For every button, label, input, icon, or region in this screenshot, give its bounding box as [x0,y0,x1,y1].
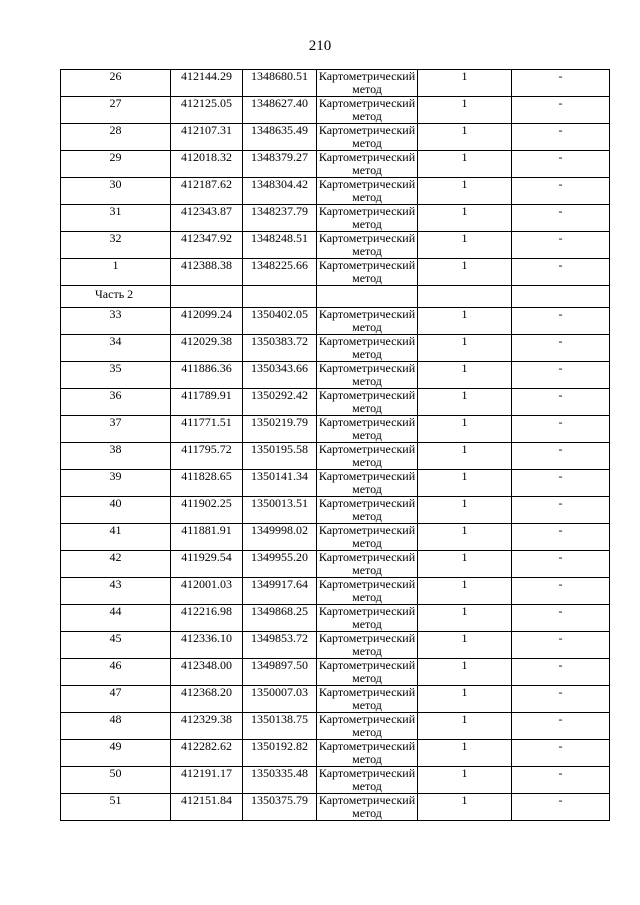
y-coordinate-cell: 1350343.66 [243,362,317,389]
point-number-cell: 38 [61,443,171,470]
y-coordinate-cell: 1350375.79 [243,794,317,821]
point-number-cell: 42 [61,551,171,578]
y-coordinate-cell: 1348237.79 [243,205,317,232]
description-cell: - [512,470,610,497]
table-row [61,97,610,124]
table-row [61,416,610,443]
y-coordinate-cell: 1350195.58 [243,443,317,470]
point-number-cell: 27 [61,97,171,124]
method-cell: Картометрический метод [317,794,418,821]
y-coordinate-cell: 1350383.72 [243,335,317,362]
description-cell: - [512,443,610,470]
point-number-cell: 1 [61,259,171,286]
method-cell: Картометрический метод [317,205,418,232]
description-cell: - [512,205,610,232]
point-number-cell: 33 [61,308,171,335]
accuracy-cell: 1 [418,335,512,362]
method-cell: Картометрический метод [317,308,418,335]
method-cell: Картометрический метод [317,389,418,416]
y-coordinate-cell: 1348225.66 [243,259,317,286]
method-cell: Картометрический метод [317,335,418,362]
method-cell: Картометрический метод [317,232,418,259]
method-cell: Картометрический метод [317,497,418,524]
method-cell: Картометрический метод [317,443,418,470]
table-row [61,362,610,389]
accuracy-cell: 1 [418,740,512,767]
table-row [61,686,610,713]
accuracy-cell: 1 [418,151,512,178]
method-cell: Картометрический метод [317,470,418,497]
method-cell: Картометрический метод [317,178,418,205]
table-row [61,524,610,551]
description-cell: - [512,497,610,524]
accuracy-cell: 1 [418,389,512,416]
accuracy-cell: 1 [418,443,512,470]
x-coordinate-cell: 411795.72 [171,443,243,470]
y-coordinate-cell: 1349897.50 [243,659,317,686]
table-row [61,70,610,97]
accuracy-cell: 1 [418,205,512,232]
point-number-cell: 43 [61,578,171,605]
method-cell: Картометрический метод [317,524,418,551]
y-coordinate-cell: 1350192.82 [243,740,317,767]
y-coordinate-cell: 1350402.05 [243,308,317,335]
accuracy-cell: 1 [418,259,512,286]
point-number-cell: 35 [61,362,171,389]
y-coordinate-cell: 1348304.42 [243,178,317,205]
description-cell: - [512,767,610,794]
point-number-cell: 49 [61,740,171,767]
x-coordinate-cell: 412144.29 [171,70,243,97]
description-cell: - [512,740,610,767]
x-coordinate-cell: 411828.65 [171,470,243,497]
y-coordinate-cell: 1350335.48 [243,767,317,794]
description-cell: - [512,686,610,713]
table-row [61,713,610,740]
method-cell: Картометрический метод [317,659,418,686]
description-cell: - [512,605,610,632]
table-row [61,497,610,524]
point-number-cell: 37 [61,416,171,443]
x-coordinate-cell: 412216.98 [171,605,243,632]
method-cell: Картометрический метод [317,97,418,124]
x-coordinate-cell: 411886.36 [171,362,243,389]
point-number-cell: 32 [61,232,171,259]
description-cell: - [512,308,610,335]
point-number-cell: 45 [61,632,171,659]
point-number-cell: 30 [61,178,171,205]
accuracy-cell: 1 [418,524,512,551]
description-cell: - [512,97,610,124]
y-coordinate-cell: 1350013.51 [243,497,317,524]
accuracy-cell: 1 [418,605,512,632]
y-coordinate-cell: 1350141.34 [243,470,317,497]
description-cell: - [512,524,610,551]
point-number-cell: 34 [61,335,171,362]
point-number-cell: 44 [61,605,171,632]
x-coordinate-cell: 412329.38 [171,713,243,740]
accuracy-cell: 1 [418,416,512,443]
y-coordinate-cell: 1349955.20 [243,551,317,578]
x-coordinate-cell: 412282.62 [171,740,243,767]
y-coordinate-cell: 1349853.72 [243,632,317,659]
x-coordinate-cell: 411789.91 [171,389,243,416]
description-cell: - [512,389,610,416]
x-coordinate-cell: 412151.84 [171,794,243,821]
method-cell: Картометрический метод [317,124,418,151]
x-coordinate-cell: 412029.38 [171,335,243,362]
description-cell: - [512,416,610,443]
accuracy-cell: 1 [418,497,512,524]
table-row [61,443,610,470]
x-coordinate-cell: 412099.24 [171,308,243,335]
accuracy-cell: 1 [418,232,512,259]
point-number-cell: 36 [61,389,171,416]
point-number-cell: 48 [61,713,171,740]
method-cell: Картометрический метод [317,713,418,740]
table-row [61,178,610,205]
x-coordinate-cell: 412368.20 [171,686,243,713]
method-cell: Картометрический метод [317,259,418,286]
x-coordinate-cell: 412107.31 [171,124,243,151]
table-row [61,740,610,767]
y-coordinate-cell: 1349868.25 [243,605,317,632]
description-cell: - [512,713,610,740]
description-cell: - [512,232,610,259]
description-cell: - [512,335,610,362]
table-row [61,124,610,151]
accuracy-cell: 1 [418,178,512,205]
accuracy-cell: 1 [418,97,512,124]
empty-cell [171,286,243,308]
table-row [61,232,610,259]
description-cell: - [512,70,610,97]
accuracy-cell: 1 [418,124,512,151]
y-coordinate-cell: 1349917.64 [243,578,317,605]
table-row [61,335,610,362]
x-coordinate-cell: 412348.00 [171,659,243,686]
description-cell: - [512,259,610,286]
table-row [61,794,610,821]
point-number-cell: 39 [61,470,171,497]
accuracy-cell: 1 [418,551,512,578]
table-row [61,659,610,686]
accuracy-cell: 1 [418,70,512,97]
section-label: Часть 2 [61,286,171,308]
x-coordinate-cell: 412336.10 [171,632,243,659]
table-row [61,151,610,178]
empty-cell [243,286,317,308]
x-coordinate-cell: 412187.62 [171,178,243,205]
table-row [61,389,610,416]
method-cell: Картометрический метод [317,70,418,97]
accuracy-cell: 1 [418,308,512,335]
empty-cell [512,286,610,308]
description-cell: - [512,151,610,178]
x-coordinate-cell: 412388.38 [171,259,243,286]
point-number-cell: 28 [61,124,171,151]
description-cell: - [512,178,610,205]
method-cell: Картометрический метод [317,551,418,578]
y-coordinate-cell: 1348680.51 [243,70,317,97]
point-number-cell: 29 [61,151,171,178]
accuracy-cell: 1 [418,362,512,389]
empty-cell [418,286,512,308]
coordinates-table [60,69,610,821]
point-number-cell: 51 [61,794,171,821]
y-coordinate-cell: 1348627.40 [243,97,317,124]
description-cell: - [512,794,610,821]
accuracy-cell: 1 [418,578,512,605]
description-cell: - [512,362,610,389]
x-coordinate-cell: 412191.17 [171,767,243,794]
accuracy-cell: 1 [418,632,512,659]
empty-cell [317,286,418,308]
table-row [61,578,610,605]
x-coordinate-cell: 411902.25 [171,497,243,524]
table-row [61,259,610,286]
table-row [61,605,610,632]
y-coordinate-cell: 1348635.49 [243,124,317,151]
y-coordinate-cell: 1350219.79 [243,416,317,443]
x-coordinate-cell: 411929.54 [171,551,243,578]
point-number-cell: 41 [61,524,171,551]
method-cell: Картометрический метод [317,578,418,605]
x-coordinate-cell: 412018.32 [171,151,243,178]
method-cell: Картометрический метод [317,740,418,767]
method-cell: Картометрический метод [317,686,418,713]
x-coordinate-cell: 411881.91 [171,524,243,551]
x-coordinate-cell: 412001.03 [171,578,243,605]
method-cell: Картометрический метод [317,632,418,659]
method-cell: Картометрический метод [317,416,418,443]
y-coordinate-cell: 1350007.03 [243,686,317,713]
description-cell: - [512,578,610,605]
description-cell: - [512,632,610,659]
method-cell: Картометрический метод [317,767,418,794]
accuracy-cell: 1 [418,794,512,821]
method-cell: Картометрический метод [317,605,418,632]
point-number-cell: 26 [61,70,171,97]
y-coordinate-cell: 1349998.02 [243,524,317,551]
description-cell: - [512,551,610,578]
description-cell: - [512,659,610,686]
description-cell: - [512,124,610,151]
y-coordinate-cell: 1350138.75 [243,713,317,740]
point-number-cell: 47 [61,686,171,713]
table-row [61,205,610,232]
accuracy-cell: 1 [418,659,512,686]
table-row [61,470,610,497]
page-number: 210 [308,38,332,54]
accuracy-cell: 1 [418,686,512,713]
point-number-cell: 40 [61,497,171,524]
y-coordinate-cell: 1348379.27 [243,151,317,178]
table-row [61,308,610,335]
point-number-cell: 46 [61,659,171,686]
method-cell: Картометрический метод [317,362,418,389]
point-number-cell: 31 [61,205,171,232]
x-coordinate-cell: 411771.51 [171,416,243,443]
method-cell: Картометрический метод [317,151,418,178]
point-number-cell: 50 [61,767,171,794]
y-coordinate-cell: 1350292.42 [243,389,317,416]
table-row [61,767,610,794]
coordinates-table-body [61,70,610,821]
x-coordinate-cell: 412347.92 [171,232,243,259]
x-coordinate-cell: 412343.87 [171,205,243,232]
section-row [61,286,610,308]
table-row [61,551,610,578]
y-coordinate-cell: 1348248.51 [243,232,317,259]
x-coordinate-cell: 412125.05 [171,97,243,124]
table-row [61,632,610,659]
accuracy-cell: 1 [418,713,512,740]
accuracy-cell: 1 [418,470,512,497]
accuracy-cell: 1 [418,767,512,794]
